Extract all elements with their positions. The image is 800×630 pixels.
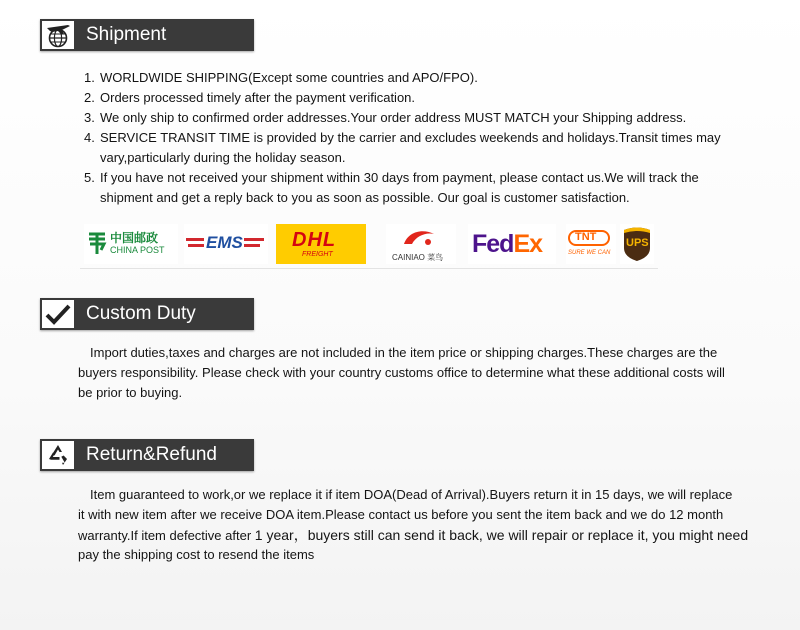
- list-item-number: 5.: [84, 170, 95, 185]
- cainiao-text: CAINIAO 菜鸟: [392, 253, 444, 262]
- fedex-fed-text: Fed: [472, 230, 514, 258]
- recycle-icon: [42, 441, 74, 469]
- ups-text: UPS: [626, 237, 649, 249]
- return-refund-line: Item guaranteed to work,or we replace it if item DOA(Dead of Arrival).Buyers return it in 15 days, we will replace: [90, 487, 733, 502]
- return-refund-title: Return&Refund: [86, 444, 217, 465]
- list-item-number: 3.: [84, 110, 95, 125]
- list-item-line: Orders processed timely after the payment verification.: [100, 90, 416, 105]
- globe-plane-icon: [42, 21, 74, 49]
- fedex-logo: [468, 224, 556, 264]
- list-item: [84, 68, 721, 88]
- tnt-text: TNT: [575, 231, 597, 243]
- china-post-cn-text: 中国邮政: [110, 231, 159, 245]
- return-refund-line-part: 1 year，buyers still can send it back, we will repair or replace it, you might need: [254, 527, 749, 543]
- list-item: [84, 88, 721, 108]
- shipment-title: Shipment: [86, 24, 167, 45]
- dhl-sub-text: FREIGHT: [302, 251, 333, 258]
- dhl-logo: [276, 224, 366, 264]
- carrier-logos: [80, 222, 658, 269]
- list-item: [84, 168, 721, 208]
- china-post-en-text: CHINA POST: [110, 245, 165, 255]
- tnt-logo: [566, 224, 616, 264]
- return-refund-line: [78, 525, 748, 546]
- list-item-number: 1.: [84, 70, 95, 85]
- fedex-ex-text: Ex: [513, 230, 543, 258]
- list-item-number: 2.: [84, 90, 95, 105]
- shipment-header: [40, 19, 254, 51]
- ems-text: EMS: [206, 233, 243, 252]
- list-item-line: WORLDWIDE SHIPPING(Except some countries and APO/FPO).: [100, 70, 478, 85]
- list-item-line: SERVICE TRANSIT TIME is provided by the carrier and excludes weekends and holidays.Transit times may: [100, 130, 721, 145]
- shipment-list: [84, 68, 721, 208]
- custom-duty-line: be prior to buying.: [78, 385, 183, 400]
- checkmark-icon: [42, 300, 74, 328]
- return-refund-line-part: warranty.If item defective after: [78, 528, 255, 543]
- list-item-line: If you have not received your shipment within 30 days from payment, please contact us.We will track the: [100, 170, 699, 185]
- custom-duty-title: Custom Duty: [86, 303, 196, 324]
- list-item: [84, 128, 721, 168]
- dhl-text: DHL: [292, 229, 337, 251]
- custom-duty-header: [40, 298, 254, 330]
- list-item-number: 4.: [84, 130, 95, 145]
- return-refund-header: [40, 439, 254, 471]
- return-refund-line: pay the shipping cost to resend the items: [78, 547, 315, 562]
- ems-logo: [184, 224, 268, 264]
- ups-logo: [620, 224, 654, 264]
- china-post-logo: [84, 224, 178, 264]
- custom-duty-line: Import duties,taxes and charges are not included in the item price or shipping charges.These charges are the: [90, 345, 718, 360]
- list-item-line: vary,particularly during the holiday season.: [100, 150, 346, 165]
- tnt-sub-text: SURE WE CAN: [568, 250, 611, 256]
- list-item: [84, 108, 721, 128]
- list-item-line: shipment and get a reply back to you as soon as possible. Our goal is customer satisfaction.: [100, 190, 630, 205]
- cainiao-logo: [386, 224, 456, 264]
- return-refund-line: it with new item after we receive DOA item.Please contact us before you sent the item back and we do 12 month: [78, 507, 724, 522]
- list-item-line: We only ship to confirmed order addresses.Your order address MUST MATCH your Shipping address.: [100, 110, 687, 125]
- custom-duty-line: buyers responsibility. Please check with your country customs office to determine what these additional costs will: [78, 365, 725, 380]
